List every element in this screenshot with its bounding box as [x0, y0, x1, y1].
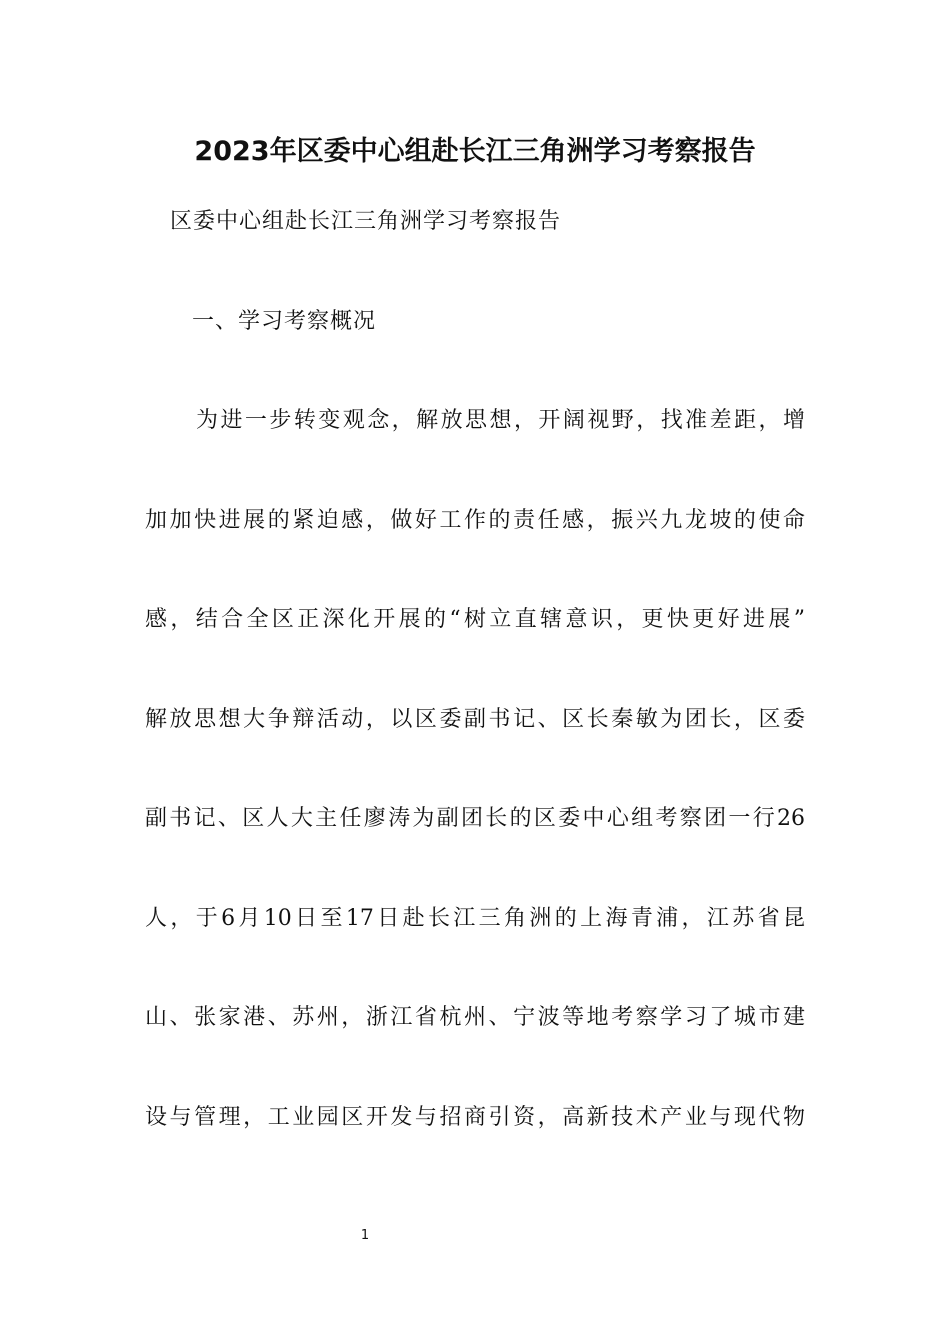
paragraph-line: 为进一步转变观念，解放思想，开阔视野，找准差距，增: [196, 408, 805, 433]
paragraph-line: 副书记、区人大主任廖涛为副团长的区委中心组考察团一行26: [145, 806, 805, 831]
document-subtitle: 区委中心组赴长江三角洲学习考察报告: [170, 209, 562, 234]
document-title: 2023年区委中心组赴长江三角洲学习考察报告: [194, 136, 756, 167]
paragraph-line: 设与管理，工业园区开发与招商引资，高新技术产业与现代物: [145, 1105, 805, 1130]
paragraph-line: 山、张家港、苏州，浙江省杭州、宁波等地考察学习了城市建: [145, 1005, 805, 1030]
paragraph-line: 感，结合全区正深化开展的“树立直辖意识，更快更好进展”: [145, 607, 805, 632]
section-heading: 一、学习考察概况: [192, 309, 377, 334]
paragraph-line: 解放思想大争辩活动，以区委副书记、区长秦敏为团长，区委: [145, 707, 805, 732]
paragraph-line: 人，于6月10日至17日赴长江三角洲的上海青浦，江苏省昆: [145, 906, 805, 931]
paragraph-line: 加加快进展的紧迫感，做好工作的责任感，振兴九龙坡的使命: [145, 508, 805, 533]
page-number: 1: [360, 1228, 370, 1243]
